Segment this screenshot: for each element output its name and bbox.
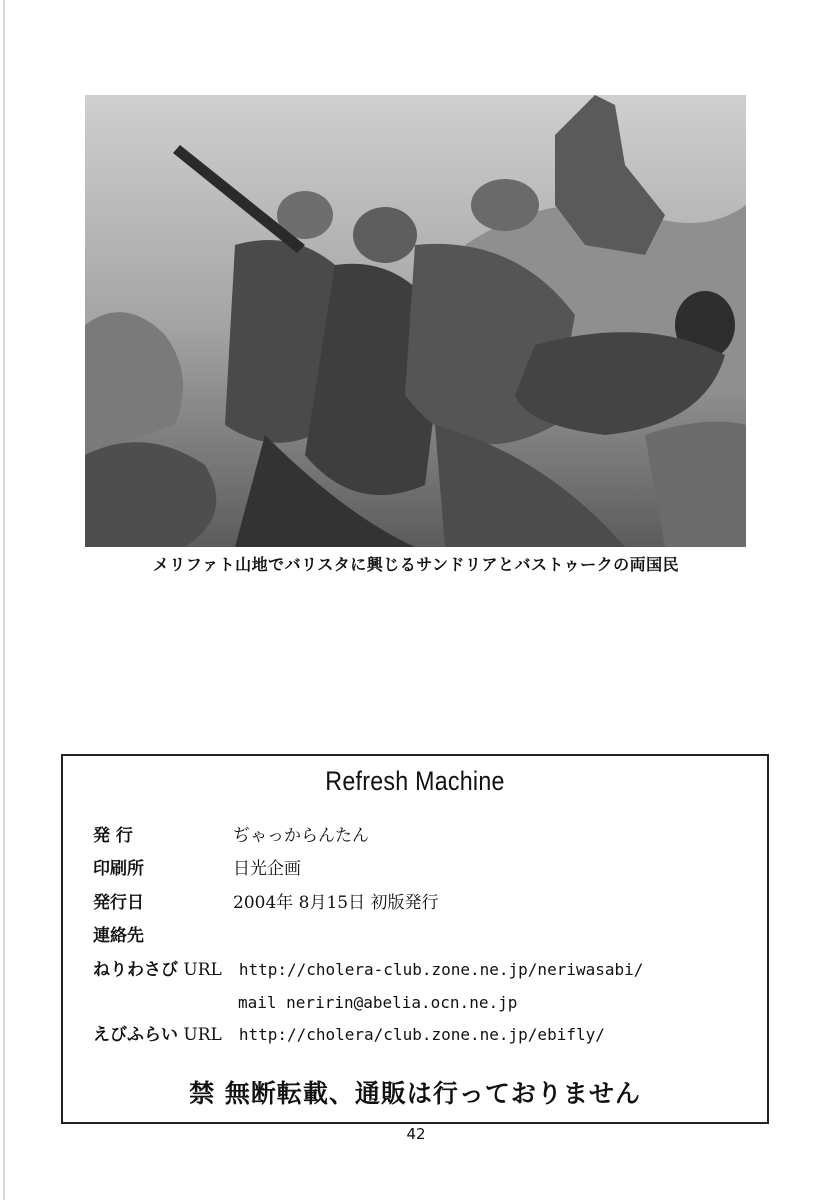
contact1-name: ねりわさび <box>93 960 178 980</box>
contact1-url-label: URL <box>183 960 222 980</box>
date-label: 発行日 <box>93 893 144 913</box>
publisher-row <box>93 822 369 850</box>
publisher-label: 発 行 <box>93 826 133 846</box>
contact-row <box>93 922 233 950</box>
date-value: 2004年 8月15日 初版発行 <box>233 893 439 913</box>
contact1-mail[interactable]: mail neririn@abelia.ocn.ne.jp <box>238 993 518 1012</box>
illustration-caption: メリファト山地でバリスタに興じるサンドリアとバストゥークの両国民 <box>152 555 680 574</box>
printer-row <box>93 855 301 883</box>
contact2-url[interactable]: http://cholera/club.zone.ne.jp/ebifly/ <box>238 1025 605 1044</box>
contact2-url-label: URL <box>183 1025 222 1045</box>
page-number: 42 <box>406 1125 426 1143</box>
printer-value: 日光企画 <box>233 859 301 879</box>
contact1-row <box>93 956 643 984</box>
contact2-row <box>93 1021 605 1049</box>
publisher-value: ぢゃっからんたん <box>233 826 369 846</box>
contact1-url[interactable]: http://cholera-club.zone.ne.jp/neriwasabi/ <box>238 960 644 979</box>
battle-illustration <box>85 95 746 547</box>
contact1-mail-row <box>238 989 517 1017</box>
date-row <box>93 889 439 917</box>
reprint-notice: 禁 無断転載、通販は行っておりません <box>189 1079 641 1108</box>
colophon-box <box>61 754 769 1124</box>
book-title: Refresh Machine <box>325 766 505 796</box>
contact2-name: えびふらい <box>93 1025 178 1045</box>
printer-label: 印刷所 <box>93 859 144 879</box>
page-edge-shadow <box>3 0 5 1200</box>
contact-label: 連絡先 <box>93 926 144 946</box>
